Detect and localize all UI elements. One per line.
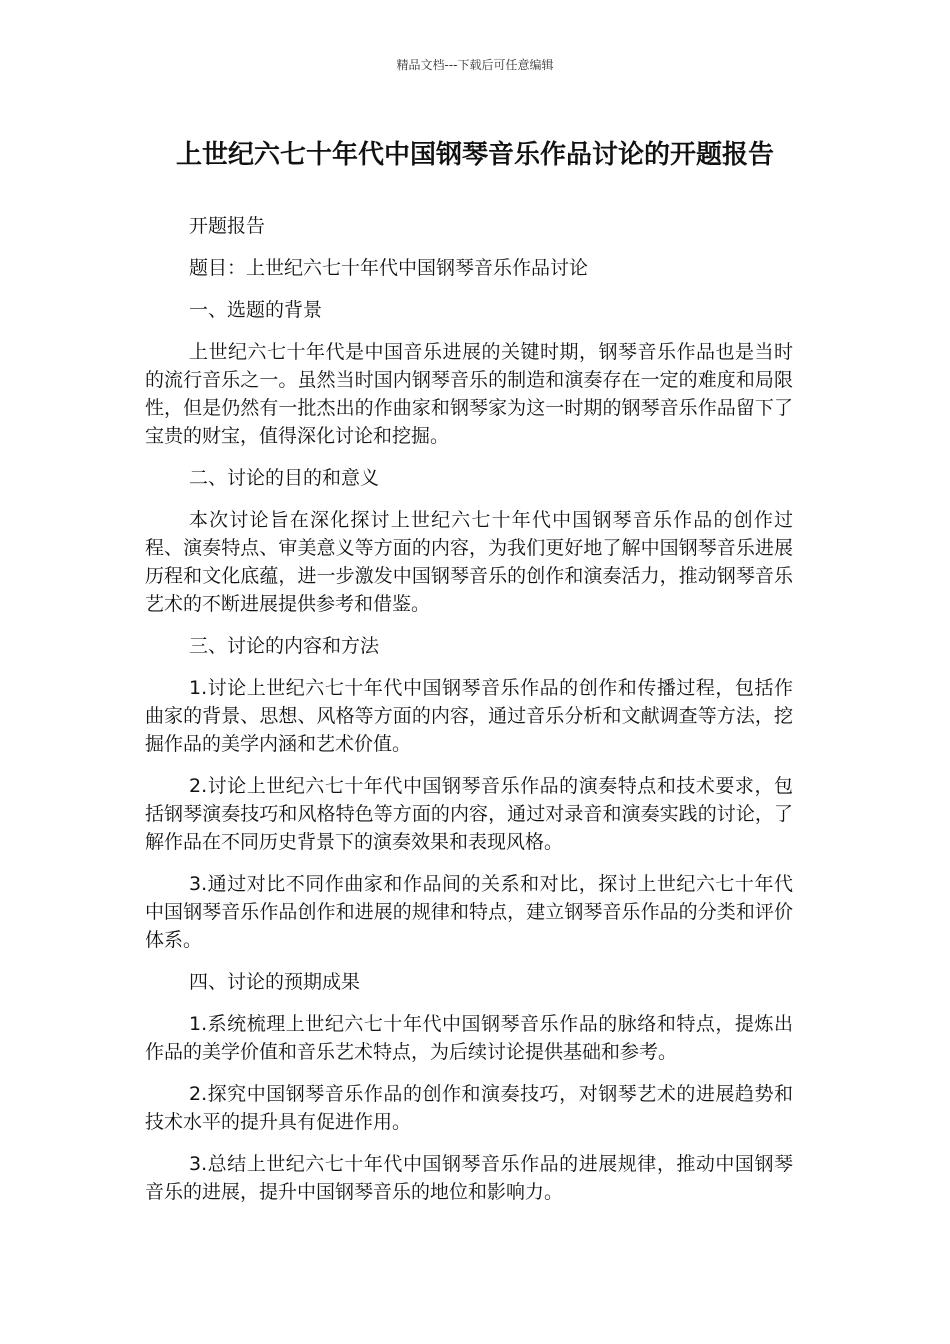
document-body — [145, 212, 793, 1220]
paragraph-result-item-3: 3.总结上世纪六七十年代中国钢琴音乐作品的进展规律，推动中国钢琴音乐的进展，提升中国钢琴音乐的地位和影响力。 — [145, 1153, 793, 1203]
paragraph-result-item-1: 1.系统梳理上世纪六七十年代中国钢琴音乐作品的脉络和特点，提炼出作品的美学价值和音乐艺术特点，为后续讨论提供基础和参考。 — [145, 1013, 793, 1063]
paragraph-background: 上世纪六七十年代是中国音乐进展的关键时期，钢琴音乐作品也是当时的流行音乐之一。虽然当时国内钢琴音乐的制造和演奏存在一定的难度和局限性，但是仍然有一批杰出的作曲家和钢琴家为这一时期的钢琴音乐作品留下了宝贵的财宝，值得深化讨论和挖掘。 — [145, 341, 793, 447]
section-heading-purpose: 二、讨论的目的和意义 — [189, 467, 380, 489]
paragraph-result-item-2: 2.探究中国钢琴音乐作品的创作和演奏技巧，对钢琴艺术的进展趋势和技术水平的提升具有促进作用。 — [145, 1083, 793, 1133]
paragraph-report-label: 开题报告 — [189, 215, 266, 237]
section-heading-expected-results: 四、讨论的预期成果 — [189, 971, 361, 993]
page-title: 上世纪六七十年代中国钢琴音乐作品讨论的开题报告 — [175, 140, 774, 170]
paragraph-purpose: 本次讨论旨在深化探讨上世纪六七十年代中国钢琴音乐作品的创作过程、演奏特点、审美意义等方面的内容，为我们更好地了解中国钢琴音乐进展历程和文化底蕴，进一步激发中国钢琴音乐的创作和演奏活力，推动钢琴音乐艺术的不断进展提供参考和借鉴。 — [145, 509, 793, 615]
paragraph-content-item-3: 3.通过对比不同作曲家和作品间的关系和对比，探讨上世纪六七十年代中国钢琴音乐作品创作和进展的规律和特点，建立钢琴音乐作品的分类和评价体系。 — [145, 873, 793, 951]
paragraph-topic: 题目：上世纪六七十年代中国钢琴音乐作品讨论 — [189, 257, 589, 279]
paragraph-content-item-1: 1.讨论上世纪六七十年代中国钢琴音乐作品的创作和传播过程，包括作曲家的背景、思想、风格等方面的内容，通过音乐分析和文献调查等方法，挖掘作品的美学内涵和艺术价值。 — [145, 677, 793, 755]
header-note: 精品文档---下载后可任意编辑 — [396, 58, 554, 72]
paragraph-content-item-2: 2.讨论上世纪六七十年代中国钢琴音乐作品的演奏特点和技术要求，包括钢琴演奏技巧和风格特色等方面的内容，通过对录音和演奏实践的讨论，了解作品在不同历史背景下的演奏效果和表现风格。 — [145, 775, 793, 853]
section-heading-background: 一、选题的背景 — [189, 299, 323, 321]
section-heading-content-method: 三、讨论的内容和方法 — [189, 635, 380, 657]
